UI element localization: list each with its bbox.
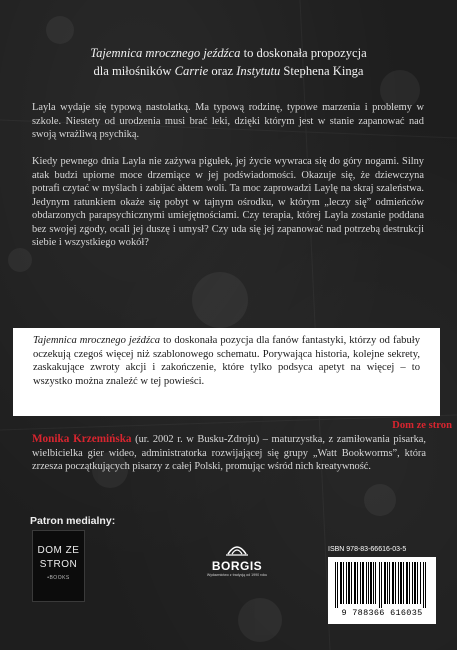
review-source: Dom ze stron xyxy=(392,420,452,431)
publisher-tagline: Wydawnictwo z tradycją od 1990 roku xyxy=(206,573,268,577)
author-name: Monika Krzemińska xyxy=(32,433,132,445)
patron-logo xyxy=(32,530,85,602)
tagline-line1-rest: to doskonała propozycja xyxy=(240,46,367,60)
publisher-emblem-icon xyxy=(224,538,250,558)
review-body: to doskonała pozycja dla fanów fantastyki, którzy od fabuły oczekują czegoś więcej niż szablonowego schematu. Porywająca historia, kolejne sekrety, zaskakujące zwroty akcji i zakończenie, które tylko podsyca apetyt na więcej – to wszystko można znaleźć w tej powieści. xyxy=(33,335,421,387)
barcode-bars-icon xyxy=(335,562,429,608)
tagline-book-title: Tajemnica mrocznego jeźdźca xyxy=(90,46,241,60)
review-book-title: Tajemnica mrocznego jeźdźca xyxy=(33,335,161,346)
tagline-line-1 xyxy=(20,44,437,62)
description-paragraph-1: Layla wydaje się typową nastolatką. Ma typową rodzinę, typowe marzenia i problemy w szkole. Niestety od urodzenia musi brać leki, dzięki którym jest w stanie zapanować nad swoją wrażliwą psychiką. xyxy=(32,102,424,140)
tagline-line2-post: Stephena Kinga xyxy=(280,64,364,78)
tagline xyxy=(20,44,437,80)
barcode-digits: 9 788366 616035 xyxy=(341,608,423,618)
isbn-label: ISBN 978-83-66616-03-5 xyxy=(328,546,407,553)
patron-label: Patron medialny: xyxy=(30,515,116,527)
description-paragraph-2: Kiedy pewnego dnia Layla nie zażywa pigułek, jej życie wywraca się do góry nogami. Silny atak budzi upiorne moce drzemiące w jej podświadomości. Okazuje się, że dziewczyna potrafi czytać w myślach i zabijać aktem woli. Ta moc zaprowadzi Laylę na skraj szaleństwa. Jedynym ratunkiem okaże się pobyt w tajnym ośrodku, w którym „leczy się” odmieńców obdarzonych parapsychicznymi umiejętnościami. Czy terapia, której Layla zostanie poddana bez swojej zgody, ocali jej duszę i umysł? Czy uda się jej zapanować nad potrzebą destrukcji siebie i wszystkiego wokół? xyxy=(32,156,424,248)
barcode xyxy=(328,557,436,624)
tagline-instytutu: Instytutu xyxy=(236,64,281,78)
review-quote-box xyxy=(13,328,440,416)
publisher-name: BORGIS xyxy=(211,559,263,573)
tagline-carrie: Carrie xyxy=(174,64,209,78)
tagline-oraz: oraz xyxy=(208,64,237,78)
patron-logo-line-1: DOM ZE xyxy=(37,545,80,556)
patron-logo-line-2: STRON xyxy=(39,559,78,570)
author-bio-text: (ur. 2002 r. w Busku-Zdroju) – maturzystka, z zamiłowania pisarka, wielbicielka gier wideo, administratorka rozwijającej się grupy „Watt Bookworms”, która zrzesza początkujących pisarzy z całej Polski, promując wśród nich kreatywność. xyxy=(32,434,426,472)
author-bio xyxy=(32,433,426,474)
patron-logo-line-3: •BOOKS xyxy=(47,575,70,581)
tagline-line-2 xyxy=(20,62,437,80)
tagline-line2-pre: dla miłośników xyxy=(93,64,175,78)
publisher-logo xyxy=(201,538,273,577)
review-text xyxy=(33,334,420,388)
